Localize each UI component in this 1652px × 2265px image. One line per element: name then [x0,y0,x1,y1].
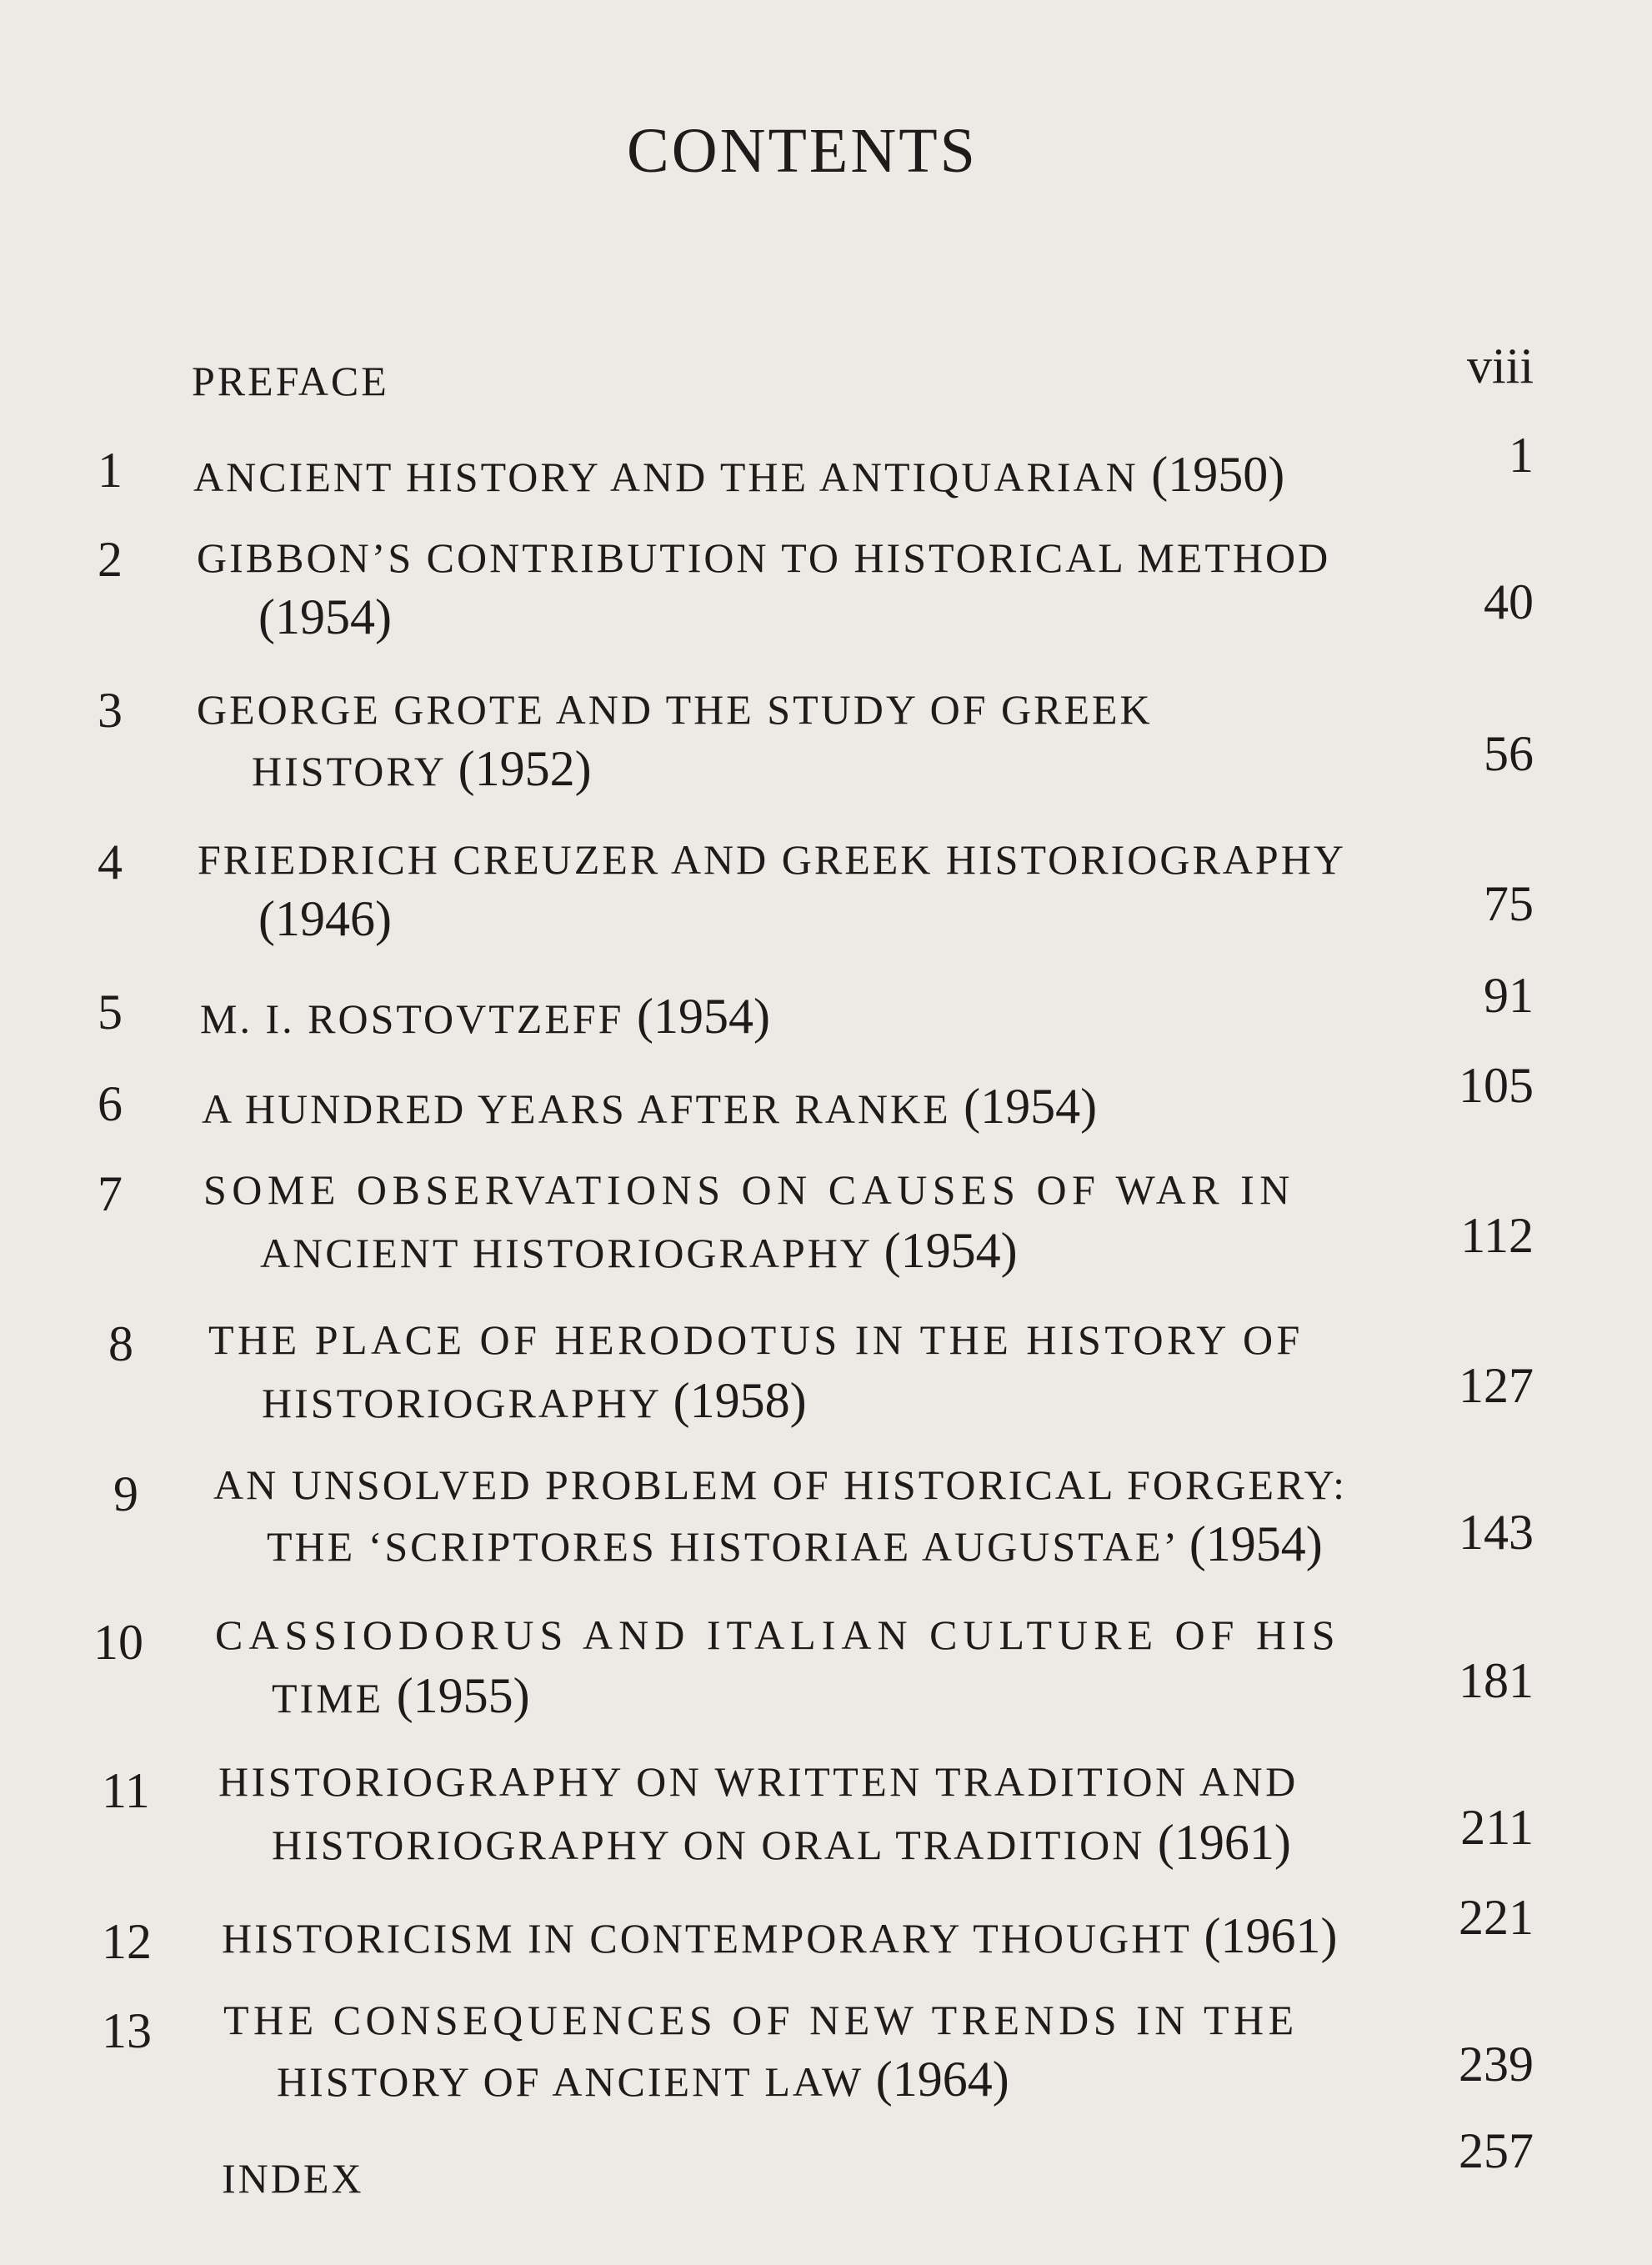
entry-title-continued: (1946) [258,891,392,946]
entry-title: ANCIENT HISTORY AND THE ANTIQUARIAN (1950) [193,447,1285,502]
entry-number: 3 [98,683,123,738]
entry-title: GIBBON’S CONTRIBUTION TO HISTORICAL METHOD [197,534,1331,581]
index-title: INDEX [222,2155,364,2202]
entry-title: AN UNSOLVED PROBLEM OF HISTORICAL FORGERY: [213,1461,1348,1508]
entry-page: 40 [1484,574,1534,629]
entry-title: THE PLACE OF HERODOTUS IN THE HISTORY OF [208,1316,1304,1363]
entry-page: 91 [1484,968,1534,1023]
entry-page: 112 [1460,1208,1534,1263]
entry-number: 7 [98,1166,123,1221]
entry-title: GEORGE GROTE AND THE STUDY OF GREEK [197,686,1153,733]
entry-page: 1 [1509,428,1534,483]
entry-number: 13 [102,2003,152,2058]
entry-number: 2 [98,532,123,587]
entry-title: CASSIODORUS AND ITALIAN CULTURE OF HIS [215,1611,1341,1658]
entry-number: 12 [102,1914,152,1969]
entry-title: HISTORICISM IN CONTEMPORARY THOUGHT (1961) [222,1908,1338,1963]
entry-number: 5 [98,985,123,1040]
index-page: 257 [1459,2123,1534,2178]
entry-title-continued: HISTORY (1952) [252,741,592,796]
entry-title-continued: (1954) [258,589,392,644]
entry-number: 10 [93,1615,143,1670]
entry-title-continued: TIME (1955) [272,1668,530,1723]
entry-number: 6 [98,1076,123,1131]
entry-title-continued: THE ‘SCRIPTORES HISTORIAE AUGUSTAE’ (1954) [267,1516,1323,1571]
entry-number: 4 [98,834,123,889]
entry-page: 221 [1459,1890,1534,1945]
entry-page: 211 [1460,1800,1534,1855]
entry-title-continued: HISTORIOGRAPHY (1958) [262,1373,807,1428]
entry-page: 127 [1459,1358,1534,1413]
entry-title: HISTORIOGRAPHY ON WRITTEN TRADITION AND [218,1758,1299,1805]
entry-title: SOME OBSERVATIONS ON CAUSES OF WAR IN [203,1166,1295,1213]
entry-page: 239 [1459,2037,1534,2092]
entry-page: 143 [1459,1505,1534,1560]
preface-title: PREFACE [192,358,389,404]
entry-page: 181 [1459,1653,1534,1708]
entry-number: 1 [98,443,123,498]
entry-page: 105 [1459,1058,1534,1113]
page-title: CONTENTS [627,116,978,186]
entry-title: THE CONSEQUENCES OF NEW TRENDS IN THE [223,1997,1299,2043]
entry-title-continued: ANCIENT HISTORIOGRAPHY (1954) [260,1223,1018,1278]
entry-title: FRIEDRICH CREUZER AND GREEK HISTORIOGRAPHY [198,836,1346,883]
entry-number: 9 [113,1466,138,1521]
entry-title-continued: HISTORIOGRAPHY ON ORAL TRADITION (1961) [272,1815,1291,1870]
entry-title-continued: HISTORY OF ANCIENT LAW (1964) [277,2052,1009,2107]
entry-page: 56 [1484,726,1534,781]
entry-page: 75 [1484,876,1534,931]
entry-title: A HUNDRED YEARS AFTER RANKE (1954) [202,1079,1098,1134]
entry-number: 11 [102,1763,150,1818]
entry-number: 8 [108,1316,133,1371]
entry-title: M. I. ROSTOVTZEFF (1954) [200,989,770,1044]
preface-page: viii [1466,338,1534,393]
